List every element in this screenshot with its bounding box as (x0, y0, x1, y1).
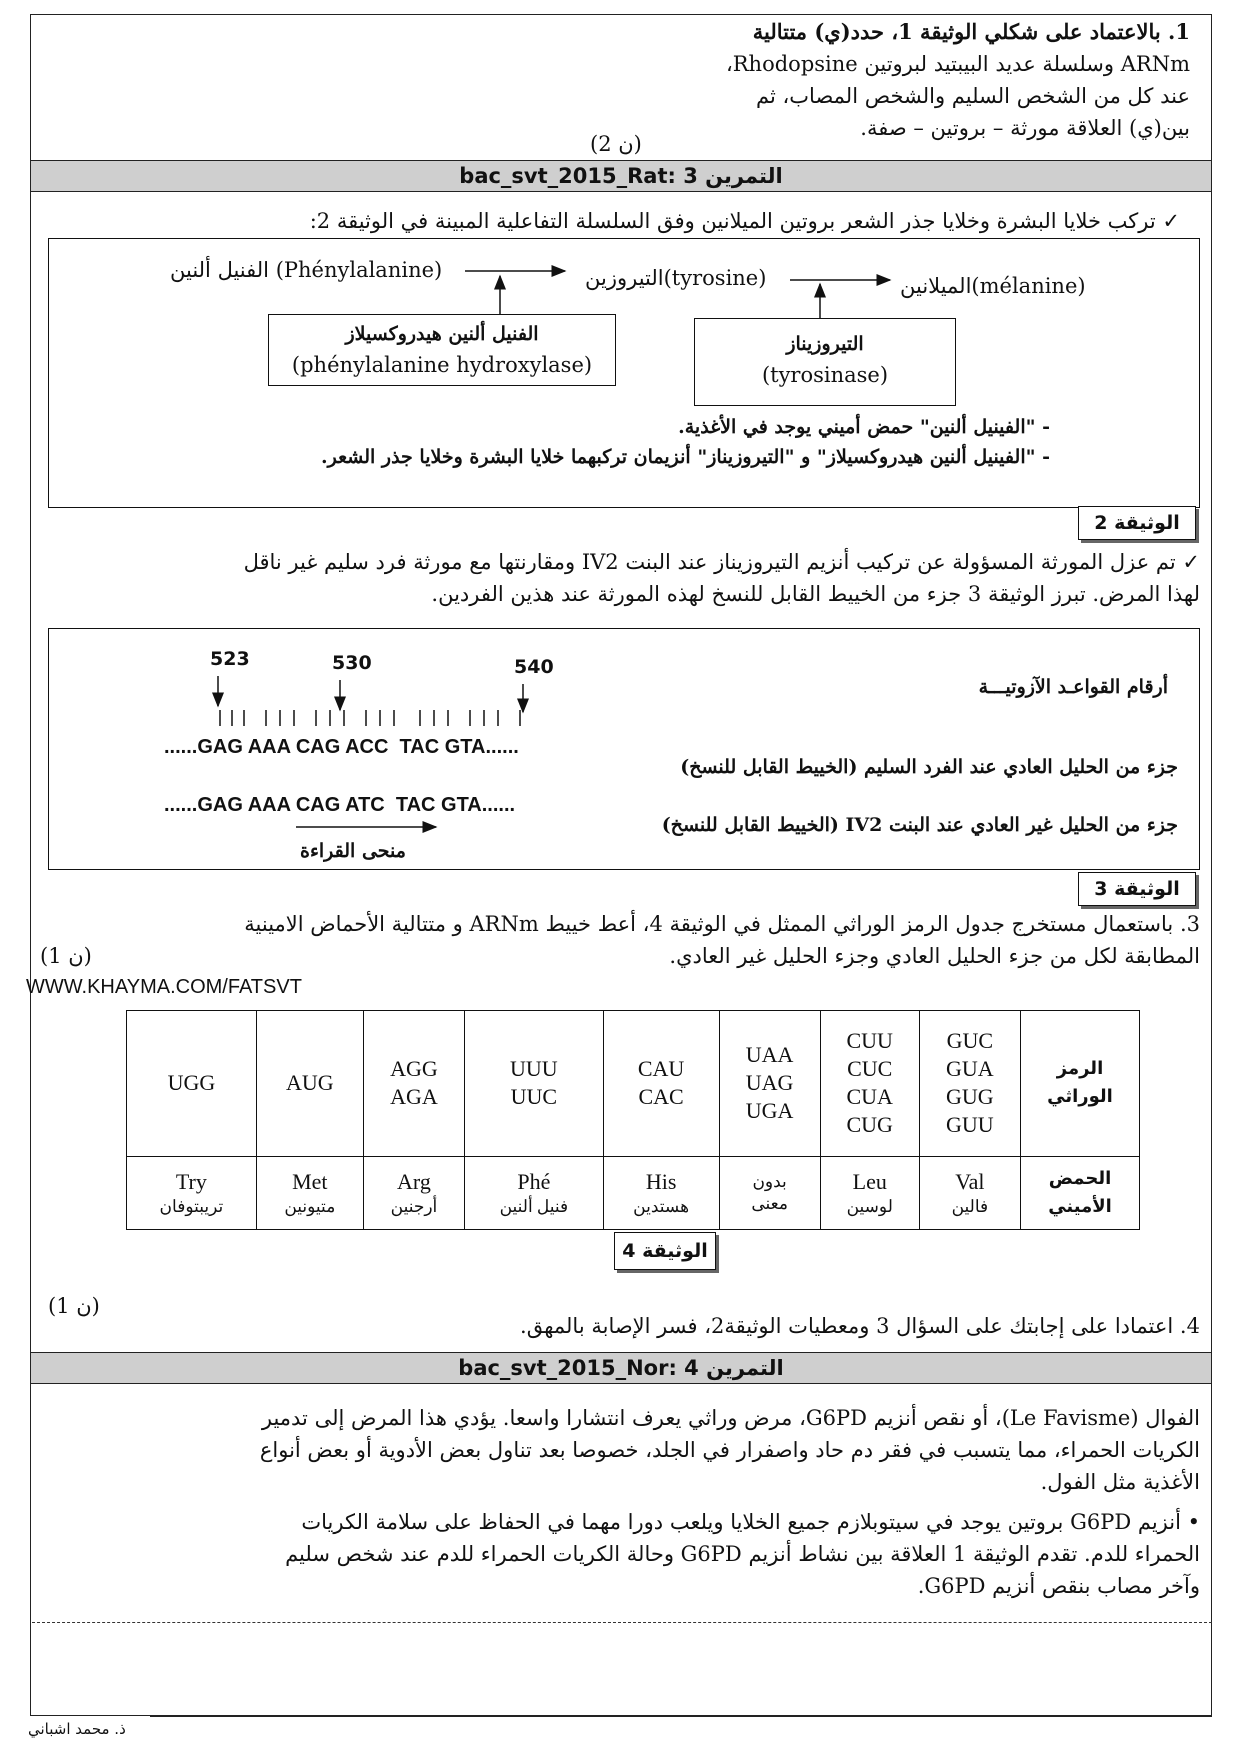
header-codon: الرمز الوراثي (1047, 1058, 1113, 1108)
codon: UGG (167, 1070, 216, 1096)
footer-line (150, 1716, 1212, 1717)
aa-cell (820, 1156, 919, 1229)
codon-row (127, 1011, 1140, 1157)
codon: CUG (846, 1112, 893, 1138)
footer-author: ذ. محمد اشباني (28, 1720, 126, 1738)
doc2-note1: - "الفينيل ألنين" حمض أميني يوجد في الأغذية. (678, 416, 1050, 438)
codon: AGG (390, 1056, 438, 1082)
aa-ar: فنيل ألنين (499, 1196, 569, 1216)
para2-line2: لهذا المرض. تبرز الوثيقة 3 جزء من الخييط القابل للنسخ لهذه المورثة عند هذين الفردين. (431, 582, 1200, 606)
q1-line3: عند كل من الشخص السليم والشخص المصاب، ثم (756, 84, 1190, 108)
codon: UGA (745, 1098, 794, 1124)
ex4-p1-l2: الكريات الحمراء، مما يتسبب في فقر دم حاد واصفرار في الجلد، خصوصا بعد تناول بعض الأدوية أو بعض أنواع (259, 1438, 1200, 1462)
q3-points: (1 ن) (40, 944, 92, 968)
para2-line1: ✓ تم عزل المورثة المسؤولة عن تركيب أنزيم التيروزيناز عند البنت IV2 ومقارنتها مع مورثة فرد سليم غير ناقل (243, 550, 1200, 574)
dashed-divider (32, 1622, 1212, 1623)
codon-cell (719, 1011, 820, 1157)
codon: CUA (846, 1084, 893, 1110)
doc2-melanine: الميلانين(mélanine) (900, 274, 1086, 298)
ex3-header-text: bac_svt_2015_Rat: 3 التمرين (459, 164, 783, 188)
ex4-paragraph2 (40, 1506, 1200, 1602)
codon-cell (603, 1011, 719, 1157)
codon: GUA (946, 1056, 994, 1082)
ex3-intro: ✓ تركب خلايا البشرة وخلايا جذر الشعر بروتين الميلانين وفق السلسلة التفاعلية المبينة في الوثيقة 2: (309, 209, 1180, 233)
aa-abbr: Leu (852, 1168, 887, 1194)
aa-ar: لوسين (846, 1196, 893, 1216)
codon-cell (919, 1011, 1020, 1157)
codon: AUG (285, 1070, 334, 1096)
q1-line4: بين(ي) العلاقة مورثة – بروتين – صفة. (860, 116, 1190, 140)
aa-ar: أرجنين (390, 1196, 438, 1216)
aa-abbr: Arg (397, 1168, 431, 1194)
ex4-p2-l3: وآخر مصاب بنقص أنزيم G6PD. (917, 1574, 1200, 1598)
ex4-p1-l1: الفوال (Le Favisme)، أو نقص أنزيم G6PD، مرض وراثي يعرف انتشارا واسعا. يؤدي هذا المرض إلى تدمير (261, 1406, 1200, 1430)
aa-cell (363, 1156, 464, 1229)
aa-cell (465, 1156, 604, 1229)
doc4-label-text: الوثيقة 4 (622, 1240, 708, 1262)
q3 (60, 908, 1200, 972)
aa-abbr: Try (175, 1168, 207, 1194)
q3-line1: 3. باستعمال مستخرج جدول الرمز الوراثي الممثل في الوثيقة 4، أعط خييط ARNm و متتالية الأحماض الامينية (244, 912, 1200, 936)
header-aa: الحمض الأميني (1048, 1167, 1112, 1217)
q1-line1: 1. بالاعتماد على شكلي الوثيقة 1، حدد(ي) متتالية (752, 19, 1190, 44)
codon-cell (127, 1011, 257, 1157)
codon-cell (465, 1011, 604, 1157)
q3-line2: المطابقة لكل من جزء الحليل العادي وجزء الحليل غير العادي. (669, 944, 1200, 968)
doc2-tyrosine: التيروزين(tyrosine) (585, 266, 767, 290)
codon: CAU (637, 1056, 685, 1082)
codon: UAG (745, 1070, 794, 1096)
codon-cell (363, 1011, 464, 1157)
aa-ar: هستدين (633, 1196, 690, 1216)
header-aa-cell (1021, 1156, 1140, 1229)
aa-cell (603, 1156, 719, 1229)
doc2-phenylalanine: الفنيل ألنين (Phénylalanine) (170, 258, 443, 282)
ex4-header-text: bac_svt_2015_Nor: 4 التمرين (458, 1356, 784, 1380)
aa-cell (719, 1156, 820, 1229)
doc4-label (614, 1232, 716, 1270)
doc3-reading: منحى القراءة (300, 840, 406, 862)
codon: UAA (745, 1042, 794, 1068)
ex4-p2-l2: الحمراء للدم. تقدم الوثيقة 1 العلاقة بين نشاط أنزيم G6PD وحالة الكريات الحمراء للدم عند شخص سليم (285, 1542, 1200, 1566)
q4: 4. اعتمادا على إجابتك على السؤال 3 ومعطيات الوثيقة2، فسر الإصابة بالمهق. (520, 1314, 1200, 1338)
genetic-code-table (126, 1010, 1140, 1230)
aa-abbr: بدون (752, 1171, 787, 1191)
codon: GUG (946, 1084, 994, 1110)
doc3-bases-label: أرقام القواعـد الآزوتيـــة (978, 676, 1168, 698)
codon: AGA (390, 1084, 438, 1110)
doc2-label-text: الوثيقة 2 (1094, 512, 1180, 534)
aa-ar: فالين (951, 1196, 989, 1216)
codon: CUU (846, 1028, 893, 1054)
aa-abbr: His (645, 1168, 677, 1194)
aa-cell (919, 1156, 1020, 1229)
ex4-header (31, 1352, 1211, 1384)
aa-ar: تريبتوفان (159, 1196, 224, 1216)
aa-abbr: Phé (517, 1168, 551, 1194)
q1-line2: ARNm وسلسلة عديد البيبتيد لبروتين Rhodopsine، (725, 52, 1190, 76)
ex4-p1-l3: الأغذية مثل الفول. (1040, 1470, 1200, 1494)
aa-ar: معنى (751, 1193, 788, 1213)
aa-ar: متيونين (284, 1196, 336, 1216)
doc3-normal-label: جزء من الحليل العادي عند الفرد السليم (الخييط القابل للنسخ) (680, 756, 1178, 778)
watermark: WWW.KHAYMA.COM/FATSVT (26, 976, 302, 998)
ex4-paragraph1 (40, 1402, 1200, 1498)
doc3-pos-523: 523 (210, 648, 250, 670)
enzyme2-ar: التيروزيناز (786, 333, 864, 355)
doc3-label (1078, 872, 1196, 906)
header-codon-cell (1021, 1011, 1140, 1157)
aa-abbr: Val (955, 1168, 985, 1194)
codon: UUU (510, 1056, 558, 1082)
codon: UUC (510, 1084, 558, 1110)
doc3-pos-540: 540 (514, 656, 554, 678)
enzyme2-fr: (tyrosinase) (761, 363, 889, 387)
doc3-abnormal-label: جزء من الحليل غير العادي عند البنت IV2 (الخييط القابل للنسخ) (661, 814, 1178, 836)
aa-cell (127, 1156, 257, 1229)
codon: CUC (847, 1056, 893, 1082)
doc2-note2: - "الفينيل ألنين هيدروكسيلاز" و "التيروزيناز" أنزيمان تركبهما خلايا البشرة وخلايا جذر الشعر. (321, 446, 1050, 468)
codon-cell (256, 1011, 363, 1157)
codon-cell (820, 1011, 919, 1157)
enzyme1-fr: (phénylalanine hydroxylase) (291, 353, 593, 377)
ex4-p2-l1: • أنزيم G6PD بروتين يوجد في سيتوبلازم جميع الخلايا ويلعب دورا مهما في الحفاظ على سلامة الكريات (301, 1510, 1200, 1534)
base-tick-marks (220, 710, 520, 726)
doc3-label-text: الوثيقة 3 (1094, 878, 1180, 900)
doc3-seq-normal: ......GAG AAA CAG ACC TAC GTA...... (164, 736, 519, 758)
codon: GUU (946, 1112, 994, 1138)
doc3-seq-abnormal: ......GAG AAA CAG ATC TAC GTA...... (164, 794, 516, 816)
amino-acid-row (127, 1156, 1140, 1229)
codon: GUC (946, 1028, 994, 1054)
q4-points: (1 ن) (48, 1294, 100, 1318)
enzyme1-ar: الفنيل ألنين هيدروكسيلاز (345, 323, 539, 345)
q1-points: (2 ن) (590, 132, 642, 156)
codon: CAC (638, 1084, 684, 1110)
doc3-pos-530: 530 (332, 652, 372, 674)
aa-abbr: Met (292, 1168, 328, 1194)
aa-cell (256, 1156, 363, 1229)
